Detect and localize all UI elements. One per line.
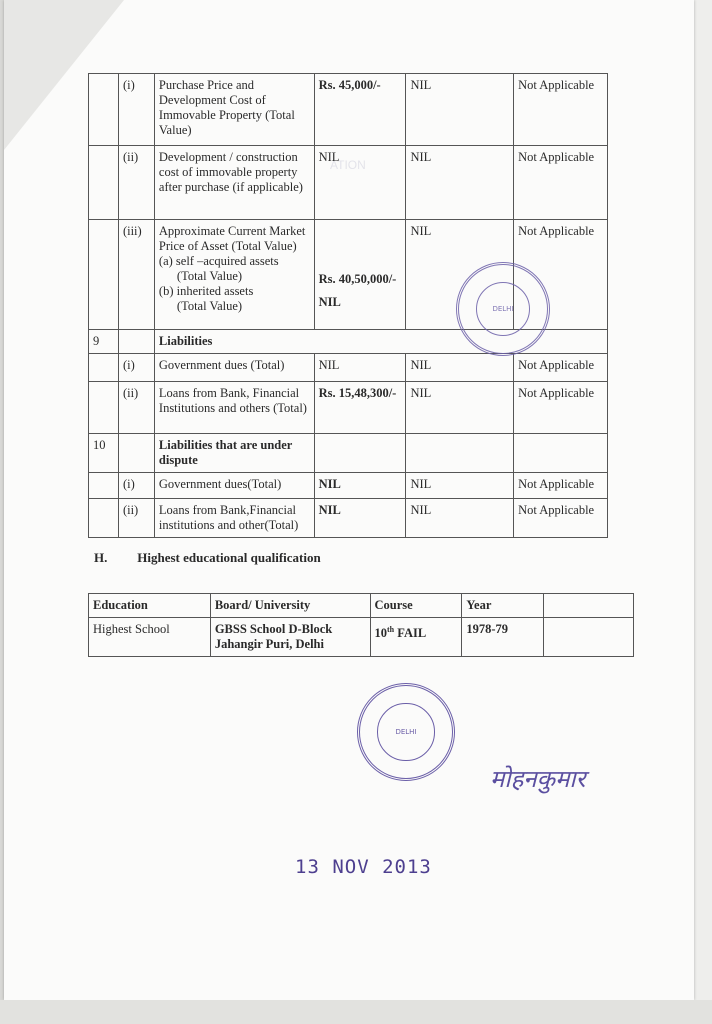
row-sub-number: (ii) (118, 382, 154, 434)
value-self-acquired: Rs. 40,50,000/- (318, 272, 397, 286)
section-heading: Liabilities (154, 330, 607, 354)
board-cell (210, 618, 370, 657)
table-row (89, 473, 608, 499)
row-sub-number (118, 434, 154, 473)
page-edge (694, 0, 712, 1024)
education-table (88, 593, 634, 657)
row-description: Development / construction cost of immovable property after purchase (if applicable) (154, 146, 314, 220)
column-header: Education (89, 594, 211, 618)
row-number (89, 74, 119, 146)
row-number: 10 (89, 434, 119, 473)
row-description: Loans from Bank,Financial institutions and other(Total) (154, 499, 314, 538)
notary-seal-icon (456, 262, 550, 356)
value-self: Rs. 45,000/- (314, 74, 406, 146)
board-line: GBSS School D-Block (214, 622, 333, 636)
row-number (89, 220, 119, 330)
value-dependent: Not Applicable (514, 74, 608, 146)
value-self: Rs. 15,48,300/- (314, 382, 406, 434)
row-sub-number: (ii) (118, 146, 154, 220)
column-header: Year (462, 594, 544, 618)
seal-inner (377, 703, 434, 760)
board-line: Jahangir Puri, Delhi (214, 637, 324, 651)
value-spouse: NIL (406, 499, 514, 538)
section-heading: Liabilities that are under dispute (154, 434, 314, 473)
table-row (89, 434, 608, 473)
row-sub-number: (i) (118, 354, 154, 382)
column-header (544, 594, 634, 618)
value-dependent: Not Applicable (514, 220, 608, 330)
row-description: Government dues(Total) (154, 473, 314, 499)
row-description: Purchase Price and Development Cost of Immovable Property (Total Value) (154, 74, 314, 146)
value-inherited: NIL (318, 295, 341, 309)
empty-cell (314, 434, 406, 473)
row-sub-number: (i) (118, 74, 154, 146)
table-row (89, 382, 608, 434)
value-spouse: NIL (406, 220, 514, 330)
desc-line: (a) self –acquired assets (158, 254, 279, 268)
empty-cell (514, 434, 608, 473)
empty-cell (544, 618, 634, 657)
desc-line: (Total Value) (176, 269, 243, 283)
row-number (89, 382, 119, 434)
table-row (89, 499, 608, 538)
scanner-bed (0, 1000, 712, 1024)
value-self (314, 220, 406, 330)
row-number: 9 (89, 330, 119, 354)
column-header: Course (370, 594, 462, 618)
empty-cell (406, 434, 514, 473)
row-sub-number: (ii) (118, 499, 154, 538)
value-dependent: Not Applicable (514, 499, 608, 538)
value-spouse: NIL (406, 74, 514, 146)
desc-line: Approximate Current Market Price of Asset (Total Value) (158, 224, 306, 253)
section-title: Highest educational qualification (137, 550, 321, 565)
date-stamp: 13 NOV 2013 (295, 856, 432, 878)
table-row (89, 618, 634, 657)
seal-city: DELHI (395, 728, 417, 736)
row-sub-number: (iii) (118, 220, 154, 330)
desc-line: (b) inherited assets (158, 284, 254, 298)
row-sub-number: (i) (118, 473, 154, 499)
table-header-row (89, 594, 634, 618)
row-description: Government dues (Total) (154, 354, 314, 382)
desc-line: (Total Value) (176, 299, 243, 313)
row-description: Loans from Bank, Financial Institutions and others (Total) (154, 382, 314, 434)
value-dependent: Not Applicable (514, 473, 608, 499)
table-row (89, 354, 608, 382)
seal-inner (476, 282, 531, 337)
table-row (89, 146, 608, 220)
course-number: 10 (374, 626, 388, 641)
value-dependent: Not Applicable (514, 146, 608, 220)
year-cell: 1978-79 (462, 618, 544, 657)
value-spouse: NIL (406, 146, 514, 220)
value-self: NIL (314, 354, 406, 382)
education-cell: Highest School (89, 618, 211, 657)
value-dependent: Not Applicable (514, 382, 608, 434)
row-number (89, 499, 119, 538)
section-heading-h (94, 550, 321, 566)
bleed-through-text: ATION (330, 158, 366, 172)
row-number (89, 146, 119, 220)
course-superscript: th (387, 625, 395, 634)
seal-city: DELHI (492, 304, 514, 313)
row-sub-number (118, 330, 154, 354)
value-dependent: Not Applicable (514, 354, 608, 382)
section-letter: H. (94, 550, 108, 565)
signature: मोहनकुमार (490, 765, 586, 793)
value-spouse: NIL (406, 382, 514, 434)
row-description (154, 220, 314, 330)
course-result: FAIL (394, 626, 427, 641)
value-self: NIL (314, 499, 406, 538)
value-self: NIL (314, 473, 406, 499)
value-spouse: NIL (406, 354, 514, 382)
value-spouse: NIL (406, 473, 514, 499)
table-row (89, 74, 608, 146)
row-number (89, 473, 119, 499)
notary-seal-icon (357, 683, 455, 781)
column-header: Board/ University (210, 594, 370, 618)
course-cell (370, 618, 462, 657)
value-self: NIL (314, 146, 406, 220)
row-number (89, 354, 119, 382)
